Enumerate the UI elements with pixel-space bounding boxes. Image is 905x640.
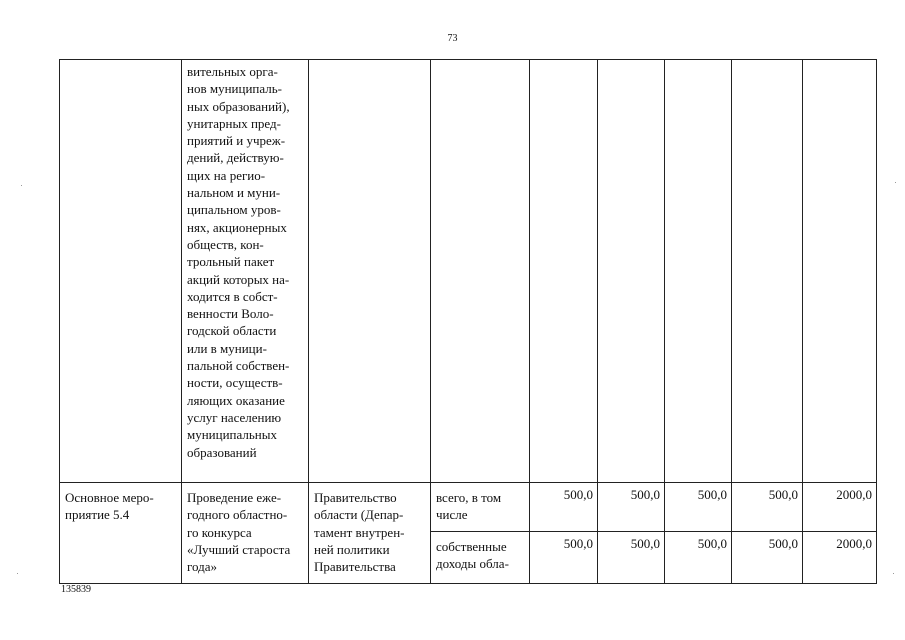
cell-activity (60, 60, 182, 483)
budget-table (59, 59, 877, 584)
cell-executor: Правительство области (Депар- тамент внутрен- ней политики Правительства (309, 483, 431, 584)
cell-value-year-4: 500,0 (732, 483, 803, 532)
cell-value-total (803, 60, 877, 483)
table-row-continuation (60, 60, 877, 483)
cell-funding-source: всего, в том числе (431, 483, 530, 532)
cell-activity: Основное меро- приятие 5.4 (60, 483, 182, 584)
cell-funding-source (431, 60, 530, 483)
cell-value-year-1: 500,0 (530, 532, 598, 584)
cell-executor (309, 60, 431, 483)
scan-speck (893, 573, 894, 574)
cell-value-year-3: 500,0 (665, 483, 732, 532)
scan-speck (17, 573, 18, 574)
cell-value-year-3: 500,0 (665, 532, 732, 584)
document-code: 135839 (61, 584, 91, 595)
cell-value-total: 2000,0 (803, 532, 877, 584)
page-number: 73 (447, 33, 458, 44)
cell-value-year-2: 500,0 (598, 483, 665, 532)
cell-value-year-4: 500,0 (732, 532, 803, 584)
cell-value-year-3 (665, 60, 732, 483)
cell-value-total: 2000,0 (803, 483, 877, 532)
cell-value-year-2 (598, 60, 665, 483)
cell-value-year-1 (530, 60, 598, 483)
cell-value-year-2: 500,0 (598, 532, 665, 584)
cell-value-year-1: 500,0 (530, 483, 598, 532)
table-row-activity-5-4-total (60, 483, 877, 532)
scan-speck (895, 182, 896, 183)
cell-description: вительных орга- нов муниципаль- ных образований), унитарных пред- приятий и учреж- дений, действую- щих на регио- нальном и муни- ципальном уров- нях, акционерных обществ, кон- трольный пакет акций которых на- ходится в собст- венности Воло- годской области или в муници- пальной собствен- ности, осуществ- ляющих оказание услуг населению муниципальных образований (182, 60, 309, 483)
cell-value-year-4 (732, 60, 803, 483)
cell-funding-source: собственные доходы обла- (431, 532, 530, 584)
scan-speck (21, 185, 22, 186)
cell-description: Проведение еже- годного областно- го конкурса «Лучший староста года» (182, 483, 309, 584)
